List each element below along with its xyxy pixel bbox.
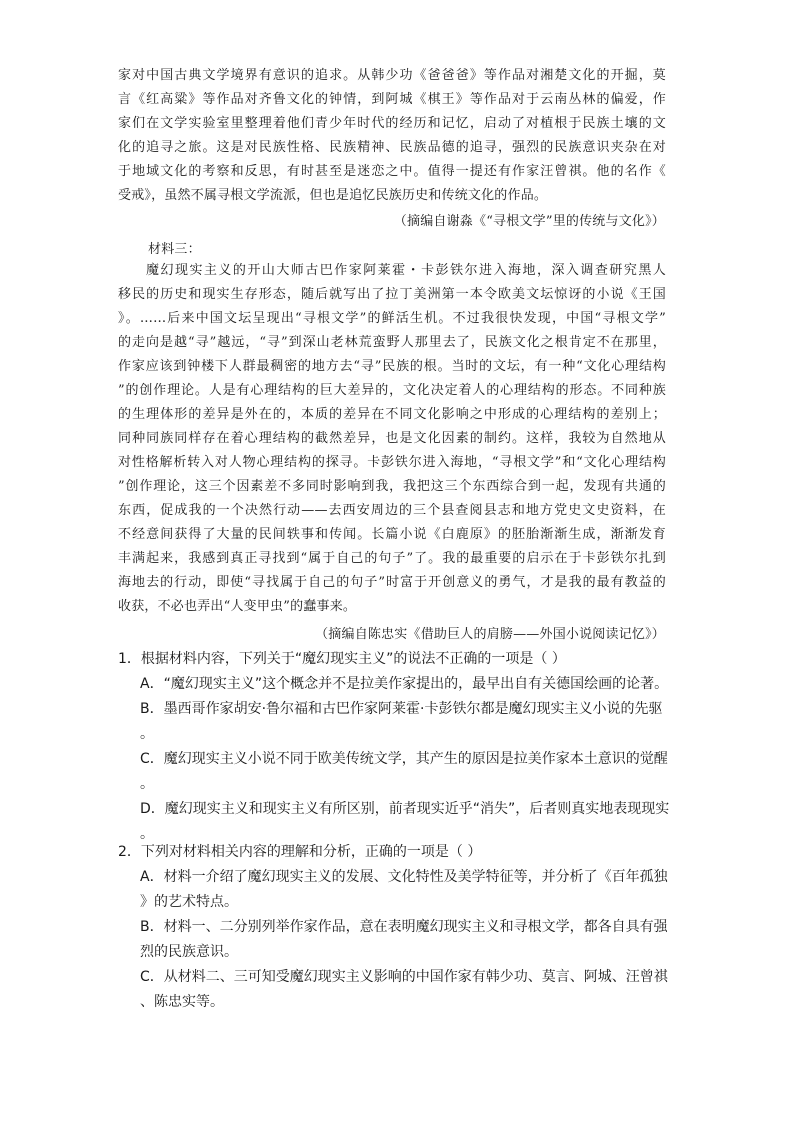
option-c-cont: 。 [140, 776, 154, 792]
option-b: B．墨西哥作家胡安·鲁尔福和古巴作家阿莱霍·卡彭铁尔都是魔幻现实主义小说的先驱 [140, 701, 663, 717]
text-line: 东西，促成我的一个决然行动——去西安周边的三个县查阅县志和地方党史文史资料，在 [118, 503, 666, 518]
material3-source: （摘编自陈忠实《借助巨人的肩膀——外国小说阅读记忆》） [315, 627, 665, 642]
text-line: 作家应该到钟楼下人群最稠密的地方去“寻”民族的根。当时的文坛，有一种“文化心理结构 [118, 359, 666, 374]
option-b: B．材料一、二分别列举作家作品，意在表明魔幻现实主义和寻根文学，都各自具有强 [140, 919, 668, 935]
question-stem: 1．根据材料内容，下列关于“魔幻现实主义”的说法不正确的一项是（ ） [118, 651, 566, 667]
material3-paragraph [118, 259, 666, 619]
text-line: 移民的历史和现实生存形态，随后就写出了拉丁美洲第一本令欧美文坛惊讶的小说《王国 [118, 287, 666, 302]
text-line: 丰满起来，我感到真正寻找到“属于自己的句子”了。我的最重要的启示在于卡彭铁尔扎到 [118, 551, 666, 566]
text-line: 于地域文化的考察和反思，有时甚至是迷恋之中。值得一提还有作家汪曾祺。他的名作《 [118, 164, 666, 179]
question-stem: 2．下列对材料相关内容的理解和分析，正确的一项是（ ） [118, 844, 482, 860]
option-a-cont: 》的艺术特点。 [140, 894, 238, 910]
option-c: C．从材料二、三可知受魔幻现实主义影响的中国作家有韩少功、莫言、阿城、汪曾祺 [140, 969, 668, 985]
text-line: 》。……后来中国文坛呈现出“寻根文学”的鲜活生机。不过我很快发现，中国“寻根文学” [118, 311, 666, 326]
option-a: A．“魔幻现实主义”这个概念并不是拉美作家提出的，最早出自有关德国绘画的论著。 [140, 676, 669, 692]
text-line: 的生理体形的差异是外在的，本质的差异在不同文化影响之中形成的心理结构的差别上； [118, 407, 666, 422]
option-b-cont: 。 [140, 726, 154, 742]
text-line: ”的创作理论。人是有心理结构的巨大差异的，文化决定着人的心理结构的形态。不同种族 [118, 383, 666, 398]
text-line: 言《红高粱》等作品对齐鲁文化的钟情，到阿城《棋王》等作品对于云南丛林的偏爱，作 [118, 92, 666, 107]
option-d: D．魔幻现实主义和现实主义有所区别，前者现实近乎“消失”，后者则真实地表现现实 [140, 801, 670, 817]
option-c-cont: 、陈忠实等。 [140, 994, 224, 1010]
material2-paragraph [118, 64, 666, 208]
text-line: 家们在文学实验室里整理着他们青少年时代的经历和记忆，启动了对植根于民族土壤的文 [118, 116, 666, 131]
option-a: A．材料一介绍了魔幻现实主义的发展、文化特性及美学特征等，并分析了《百年孤独 [140, 869, 668, 885]
text-line: 家对中国古典文学境界有意识的追求。从韩少功《爸爸爸》等作品对湘楚文化的开掘，莫 [118, 68, 666, 83]
text-line: 魔幻现实主义的开山大师古巴作家阿莱霍・卡彭铁尔进入海地，深入调查研究黑人 [146, 263, 666, 278]
text-line: 化的追寻之旅。这是对民族性格、民族精神、民族品德的追寻，强烈的民族意识夹杂在对 [118, 140, 666, 155]
option-b-cont: 烈的民族意识。 [140, 944, 238, 960]
text-line: 收获，不必也弄出“人变甲虫”的蠢事来。 [118, 599, 357, 614]
question-2 [118, 840, 678, 1015]
material3-heading: 材料三： [148, 242, 201, 257]
material2-source: （摘编自谢淼《“寻根文学”里的传统与文化》） [393, 214, 665, 229]
option-c: C．魔幻现实主义小说不同于欧美传统文学，其产生的原因是拉美作家本土意识的觉醒 [140, 751, 668, 767]
question-1 [118, 647, 678, 847]
text-line: 的走向是越“寻”越远，“寻”到深山老林荒蛮野人那里去了，民族文化之根肯定不在那里， [118, 335, 666, 350]
option-d-cont: 。 [140, 826, 154, 842]
text-line: 不经意间获得了大量的民间轶事和传闻。长篇小说《白鹿原》的胚胎渐渐生成，渐渐发育 [118, 527, 666, 542]
text-line: 海地去的行动，即使“寻找属于自己的句子”时富于开创意义的勇气，才是我的最有教益的 [118, 575, 666, 590]
text-line: 对性格解析转入对人物心理结构的探寻。卡彭铁尔进入海地，“寻根文学”和“文化心理结构 [118, 455, 666, 470]
text-line: ”创作理论，这三个因素差不多同时影响到我，我把这三个东西综合到一起，发现有共通的 [118, 479, 666, 494]
text-line: 同种同族同样存在着心理结构的截然差异，也是文化因素的制约。这样，我较为自然地从 [118, 431, 666, 446]
text-line: 受戒》，虽然不属寻根文学流派，但也是追忆民族历史和传统文化的作品。 [118, 188, 548, 203]
